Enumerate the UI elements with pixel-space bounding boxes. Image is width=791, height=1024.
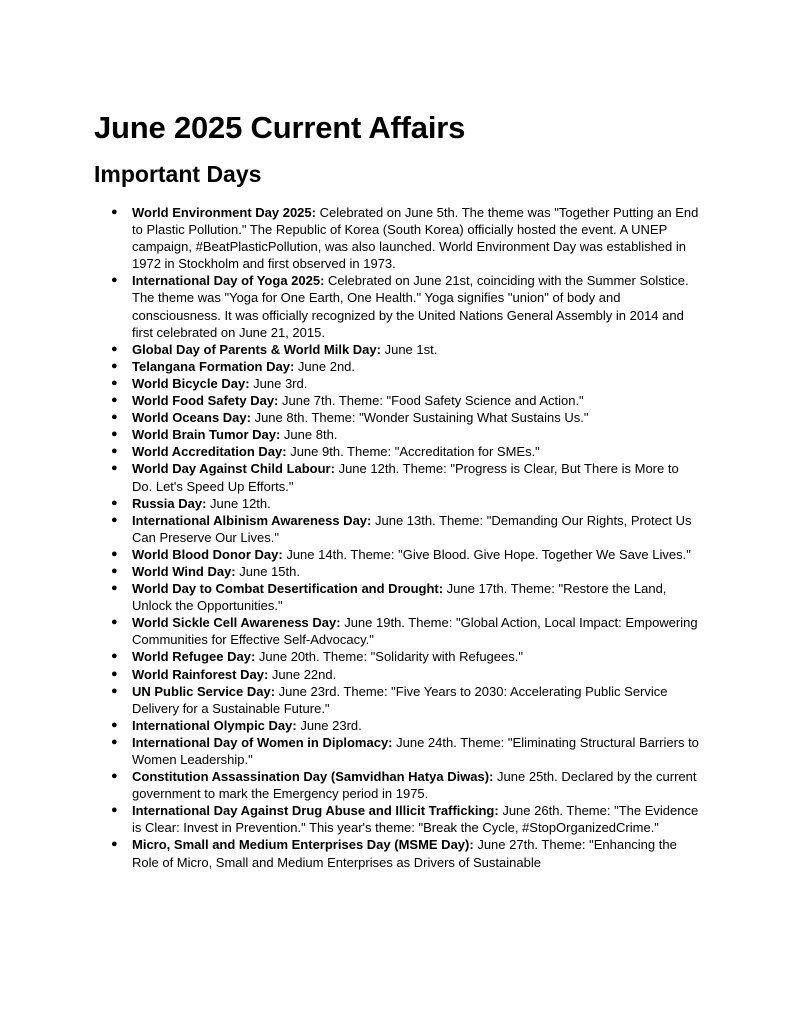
day-name: International Day Against Drug Abuse and Illicit Trafficking:: [132, 803, 499, 819]
day-name: Telangana Formation Day:: [132, 358, 295, 374]
list-item: [0, 563, 702, 580]
day-name: Constitution Assassination Day (Samvidhan Hatya Diwas):: [132, 769, 494, 785]
bullet-icon: ●: [111, 394, 118, 407]
day-description: June 25th. Declared by the current government to mark the Emergency period in 1975.: [132, 769, 697, 802]
bullet-icon: ●: [111, 667, 118, 680]
bullet-icon: ●: [111, 684, 118, 697]
bullet-icon: ●: [111, 496, 118, 509]
bullet-icon: ●: [111, 411, 118, 424]
day-description: June 27th. Theme: "Enhancing the Role of Micro, Small and Medium Enterprises as Drivers of Sustainable: [132, 837, 677, 870]
bullet-icon: ●: [111, 376, 118, 389]
day-name: International Albinism Awareness Day:: [132, 512, 372, 528]
bullet-icon: ●: [111, 513, 118, 526]
list-item: [0, 734, 702, 768]
day-description: Celebrated on June 5th. The theme was "Together Putting an End to Plastic Pollution." The Republic of Korea (South Korea) officially hosted the event. A UNEP campaign, #BeatPlasticPollution, was also launched. World Environment Day was established in 1972 in Stockholm and first observed in 1973.: [132, 205, 699, 272]
day-name: World Bicycle Day:: [132, 375, 250, 391]
day-name: World Environment Day 2025:: [132, 205, 316, 220]
list-item: [0, 717, 702, 734]
day-description: June 23rd. Theme: "Five Years to 2030: Accelerating Public Service Delivery for a Sustainable Future.": [132, 683, 668, 716]
bullet-icon: ●: [111, 564, 118, 577]
day-description: June 26th. Theme: "The Evidence is Clear: Invest in Prevention." This year's theme: "Break the Cycle, #StopOrganizedCrime.": [132, 803, 699, 836]
day-description: June 14th. Theme: "Give Blood. Give Hope. Together We Save Lives.": [282, 546, 691, 562]
day-description: June 20th. Theme: "Solidarity with Refugees.": [255, 649, 523, 665]
day-description: June 7th. Theme: "Food Safety Science and Action.": [278, 393, 584, 409]
list-item: [0, 392, 702, 409]
list-item: [0, 580, 702, 614]
day-name: World Wind Day:: [132, 563, 236, 579]
bullet-icon: ●: [111, 445, 118, 458]
list-item: [0, 375, 702, 392]
important-days-list: [0, 204, 791, 871]
bullet-icon: ●: [111, 718, 118, 731]
list-item: [0, 802, 702, 836]
list-item: [0, 204, 702, 272]
list-item: [0, 768, 702, 802]
day-name: World Blood Donor Day:: [132, 546, 283, 562]
bullet-icon: ●: [111, 359, 118, 372]
bullet-icon: ●: [111, 547, 118, 560]
day-name: World Food Safety Day:: [132, 393, 279, 409]
day-name: World Refugee Day:: [132, 649, 256, 665]
day-name: Russia Day:: [132, 495, 207, 511]
day-name: International Day of Yoga 2025:: [132, 273, 325, 289]
bullet-icon: ●: [111, 342, 118, 355]
list-item: [0, 426, 702, 443]
bullet-icon: ●: [111, 770, 118, 783]
day-name: World Day to Combat Desertification and Drought:: [132, 581, 444, 597]
list-item: [0, 272, 702, 340]
bullet-icon: ●: [111, 838, 118, 851]
bullet-icon: ●: [111, 650, 118, 663]
day-description: June 15th.: [235, 563, 300, 579]
list-item: [0, 614, 702, 648]
list-item: [0, 666, 702, 683]
day-name: World Brain Tumor Day:: [132, 427, 281, 443]
list-item: [0, 358, 702, 375]
bullet-icon: ●: [111, 428, 118, 441]
day-name: UN Public Service Day:: [132, 683, 276, 699]
day-description: June 17th. Theme: "Restore the Land, Unlock the Opportunities.": [132, 581, 667, 614]
day-description: June 9th. Theme: "Accreditation for SMEs.": [286, 444, 540, 460]
day-name: World Day Against Child Labour:: [132, 461, 335, 477]
list-item: [0, 512, 702, 546]
day-description: Celebrated on June 21st, coinciding with the Summer Solstice. The theme was "Yoga for One Earth, One Health." Yoga signifies "union" of body and consciousness. It was officially recognized by the United Nations General Assembly in 2014 and first celebrated on June 21, 2015.: [132, 273, 689, 340]
list-item: [0, 460, 702, 494]
day-name: World Sickle Cell Awareness Day:: [132, 615, 341, 631]
list-item: [0, 409, 702, 426]
day-description: June 22nd.: [268, 666, 337, 682]
list-item: [0, 495, 702, 512]
bullet-icon: ●: [111, 274, 118, 287]
day-description: June 2nd.: [294, 358, 356, 374]
bullet-icon: ●: [111, 735, 118, 748]
day-description: June 12th.: [206, 495, 271, 511]
day-name: World Accreditation Day:: [132, 444, 287, 460]
day-description: June 8th. Theme: "Wonder Sustaining What Sustains Us.": [250, 410, 589, 426]
day-description: June 3rd.: [249, 375, 308, 391]
day-description: June 12th. Theme: "Progress is Clear, But There is More to Do. Let's Speed Up Efforts.": [132, 461, 679, 494]
day-description: June 8th.: [280, 427, 338, 443]
list-item: [0, 443, 702, 460]
day-name: World Oceans Day:: [132, 410, 251, 426]
day-name: International Day of Women in Diplomacy:: [132, 734, 393, 750]
day-name: Micro, Small and Medium Enterprises Day (MSME Day):: [132, 837, 474, 853]
list-item: [0, 683, 702, 717]
bullet-icon: ●: [111, 804, 118, 817]
day-description: June 1st.: [380, 341, 438, 357]
bullet-icon: ●: [111, 582, 118, 595]
day-description: June 24th. Theme: "Eliminating Structural Barriers to Women Leadership.": [132, 734, 699, 767]
bullet-icon: ●: [111, 616, 118, 629]
bullet-icon: ●: [111, 206, 118, 218]
list-item: [0, 546, 702, 563]
section-heading: Important Days: [94, 161, 262, 187]
day-description: June 23rd.: [296, 717, 362, 733]
day-name: World Rainforest Day:: [132, 666, 269, 682]
list-item: [0, 648, 702, 665]
day-description: June 13th. Theme: "Demanding Our Rights, Protect Us Can Preserve Our Lives.": [132, 512, 692, 545]
page-title: June 2025 Current Affairs: [94, 110, 466, 145]
list-item: [0, 341, 702, 358]
day-description: June 19th. Theme: "Global Action, Local Impact: Empowering Communities for Effective Self-Advocacy.": [132, 615, 698, 648]
bullet-icon: ●: [111, 462, 118, 475]
day-name: International Olympic Day:: [132, 717, 297, 733]
list-item: [0, 836, 702, 870]
day-name: Global Day of Parents & World Milk Day:: [132, 341, 381, 357]
